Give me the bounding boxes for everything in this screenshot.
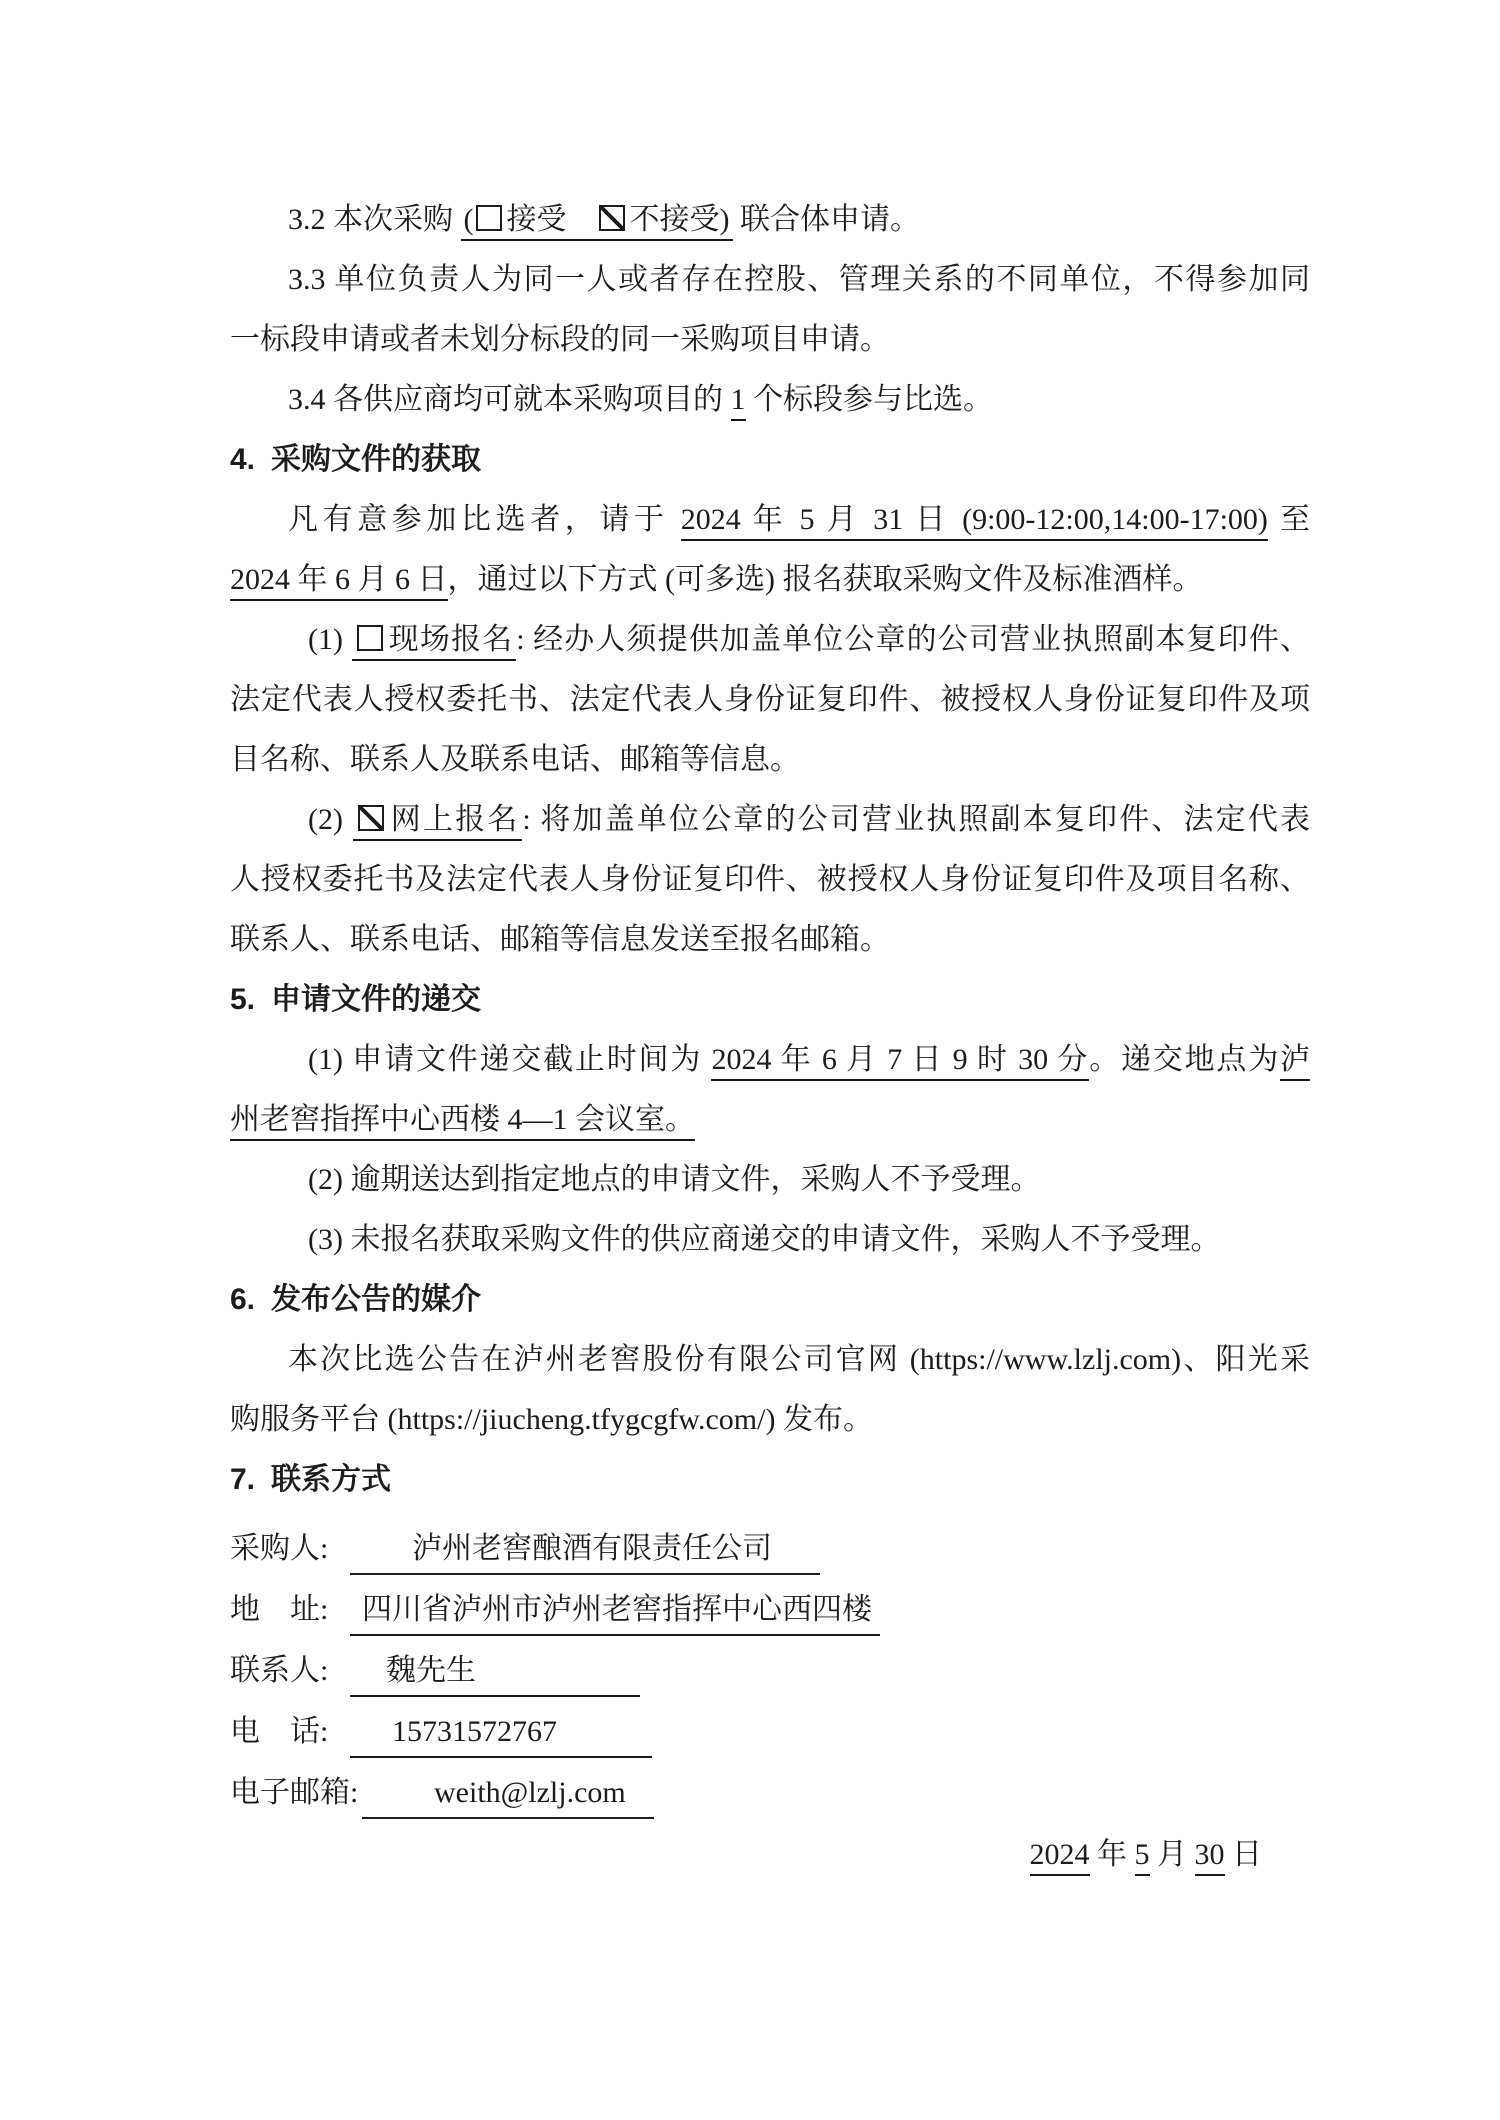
- contact-row-person: [230, 1640, 1310, 1701]
- section-heading-6: [230, 1270, 1310, 1330]
- section-number: 5.: [230, 983, 256, 1016]
- sec4-item1-line3: [230, 730, 1310, 790]
- clause-3-3-line1: [230, 250, 1310, 310]
- email-label: 电子邮箱:: [230, 1776, 359, 1809]
- date-month: 5: [1135, 1838, 1150, 1876]
- section-number: 7.: [230, 1463, 256, 1496]
- text-run: 人授权委托书及法定代表人身份证复印件、被授权人身份证复印件及项目名称、: [230, 863, 1310, 896]
- purchaser-label: 采购人:: [230, 1532, 329, 1565]
- sec5-item3: [230, 1210, 1310, 1270]
- date-day-unit: 日: [1224, 1838, 1262, 1871]
- contact-row-address: [230, 1579, 1310, 1640]
- section-title: 联系方式: [271, 1463, 392, 1496]
- text-run: (1) 申请文件递交截止时间为: [308, 1043, 712, 1076]
- registration-end-date: 2024 年 6 月 6 日: [230, 563, 448, 601]
- contact-info-block: [230, 1518, 1310, 1823]
- email-value: weith@lzlj.com: [362, 1773, 654, 1819]
- sec5-item2: [230, 1150, 1310, 1210]
- onsite-registration-option: [352, 623, 517, 661]
- item-number: (2): [308, 803, 353, 836]
- announcement-date: [230, 1825, 1310, 1885]
- document-body: [230, 190, 1310, 1885]
- section-title: 发布公告的媒介: [271, 1283, 482, 1316]
- text-run: 法定代表人授权委托书、法定代表人身份证复印件、被授权人身份证复印件及项: [230, 683, 1310, 716]
- text-run: 联系人、联系电话、邮箱等信息发送至报名邮箱。: [230, 923, 890, 956]
- contact-person-label: 联系人:: [230, 1654, 329, 1687]
- online-registration-option: [353, 803, 523, 841]
- date-month-unit: 月: [1149, 1838, 1195, 1871]
- text-run: 凡有意参加比选者，请于: [288, 503, 681, 536]
- joint-application-options-group: [461, 203, 733, 241]
- date-year-unit: 年: [1089, 1838, 1135, 1871]
- text-run: : 经办人须提供加盖单位公章的公司营业执照副本复印件、: [516, 623, 1310, 656]
- address-label: 地 址:: [230, 1593, 329, 1626]
- item-number: (1): [308, 623, 352, 656]
- section-title: 申请文件的递交: [271, 983, 482, 1016]
- sec4-item2-line2: [230, 850, 1310, 910]
- text-run: ，通过以下方式 (可多选) 报名获取采购文件及标准酒样。: [447, 563, 1203, 596]
- clause-3-2-tail: 联合体申请。: [732, 203, 920, 236]
- clause-3-4-tail: 个标段参与比选。: [745, 383, 993, 416]
- phone-value: 15731572767: [350, 1712, 652, 1758]
- submission-place-part1: 泸: [1280, 1043, 1310, 1081]
- accept-option-label: 接受: [506, 203, 567, 236]
- address-value: 四川省泸州市泸州老窖指挥中心西四楼: [350, 1590, 880, 1636]
- sec4-intro-line2: [230, 550, 1310, 610]
- text-run: (3) 未报名获取采购文件的供应商递交的申请文件，采购人不予受理。: [308, 1223, 1221, 1256]
- open-paren: (: [463, 203, 474, 236]
- text-run: 购服务平台 (https://jiucheng.tfygcgfw.com/) 发布。: [230, 1403, 873, 1436]
- section-title: 采购文件的获取: [271, 443, 482, 476]
- clause-3-3-line2: [230, 310, 1310, 370]
- sec4-item1-line2: [230, 670, 1310, 730]
- reject-option-label: 不接受: [629, 203, 720, 236]
- purchaser-value: 泸州老窖酿酒有限责任公司: [350, 1529, 820, 1575]
- checkbox-unchecked-icon: [476, 205, 502, 231]
- submission-place-part2: 州老窖指挥中心西楼 4—1 会议室。: [230, 1103, 695, 1141]
- sec5-item1-line1: [230, 1030, 1310, 1090]
- date-year: 2024: [1030, 1838, 1090, 1876]
- clause-3-4: [230, 370, 1310, 430]
- sec4-intro-line1: [230, 490, 1310, 550]
- text-run: 至: [1267, 503, 1311, 536]
- section-heading-4: [230, 430, 1310, 490]
- text-run: (2) 逾期送达到指定地点的申请文件，采购人不予受理。: [308, 1163, 1041, 1196]
- text-run: 目名称、联系人及联系电话、邮箱等信息。: [230, 743, 800, 776]
- contact-row-phone: [230, 1701, 1310, 1762]
- sec4-item2-line3: [230, 910, 1310, 970]
- close-paren: ): [719, 203, 730, 236]
- checkbox-unchecked-icon: [357, 625, 383, 651]
- submission-deadline: 2024 年 6 月 7 日 9 时 30 分: [711, 1043, 1089, 1081]
- contact-person-value: 魏先生: [350, 1651, 640, 1697]
- sec6-line1: [230, 1330, 1310, 1390]
- contact-row-email: [230, 1762, 1310, 1823]
- sec5-item1-line2: [230, 1090, 1310, 1150]
- sec4-item1-line1: [230, 610, 1310, 670]
- section-heading-5: [230, 970, 1310, 1030]
- text-run: : 将加盖单位公章的公司营业执照副本复印件、法定代表: [522, 803, 1310, 836]
- sec4-item2-line1: [230, 790, 1310, 850]
- text-run: 3.3 单位负责人为同一人或者存在控股、管理关系的不同单位，不得参加同: [288, 263, 1310, 296]
- text-run: 。递交地点为: [1089, 1043, 1281, 1076]
- section-heading-7: [230, 1450, 1310, 1510]
- clause-3-4-lead: 3.4 各供应商均可就本采购项目的: [288, 383, 731, 416]
- clause-3-2: [230, 190, 1310, 250]
- date-day: 30: [1195, 1838, 1225, 1876]
- registration-start-datetime: 2024 年 5 月 31 日 (9:00-12:00,14:00-17:00): [681, 503, 1268, 541]
- text-run: 一标段申请或者未划分标段的同一采购项目申请。: [230, 323, 890, 356]
- text-run: 本次比选公告在泸州老窖股份有限公司官网 (https://www.lzlj.com)、阳光采: [288, 1343, 1310, 1376]
- section-number: 6.: [230, 1283, 256, 1316]
- phone-label: 电 话:: [230, 1715, 329, 1748]
- onsite-registration-label: 现场报名: [387, 623, 514, 656]
- checkbox-checked-icon: [599, 205, 625, 231]
- online-registration-label: 网上报名: [388, 803, 520, 836]
- sec6-line2: [230, 1390, 1310, 1450]
- clause-3-2-lead: 3.2 本次采购: [288, 203, 461, 236]
- contact-row-purchaser: [230, 1518, 1310, 1579]
- checkbox-checked-icon: [358, 805, 384, 831]
- lot-count-value: 1: [731, 383, 746, 421]
- section-number: 4.: [230, 443, 256, 476]
